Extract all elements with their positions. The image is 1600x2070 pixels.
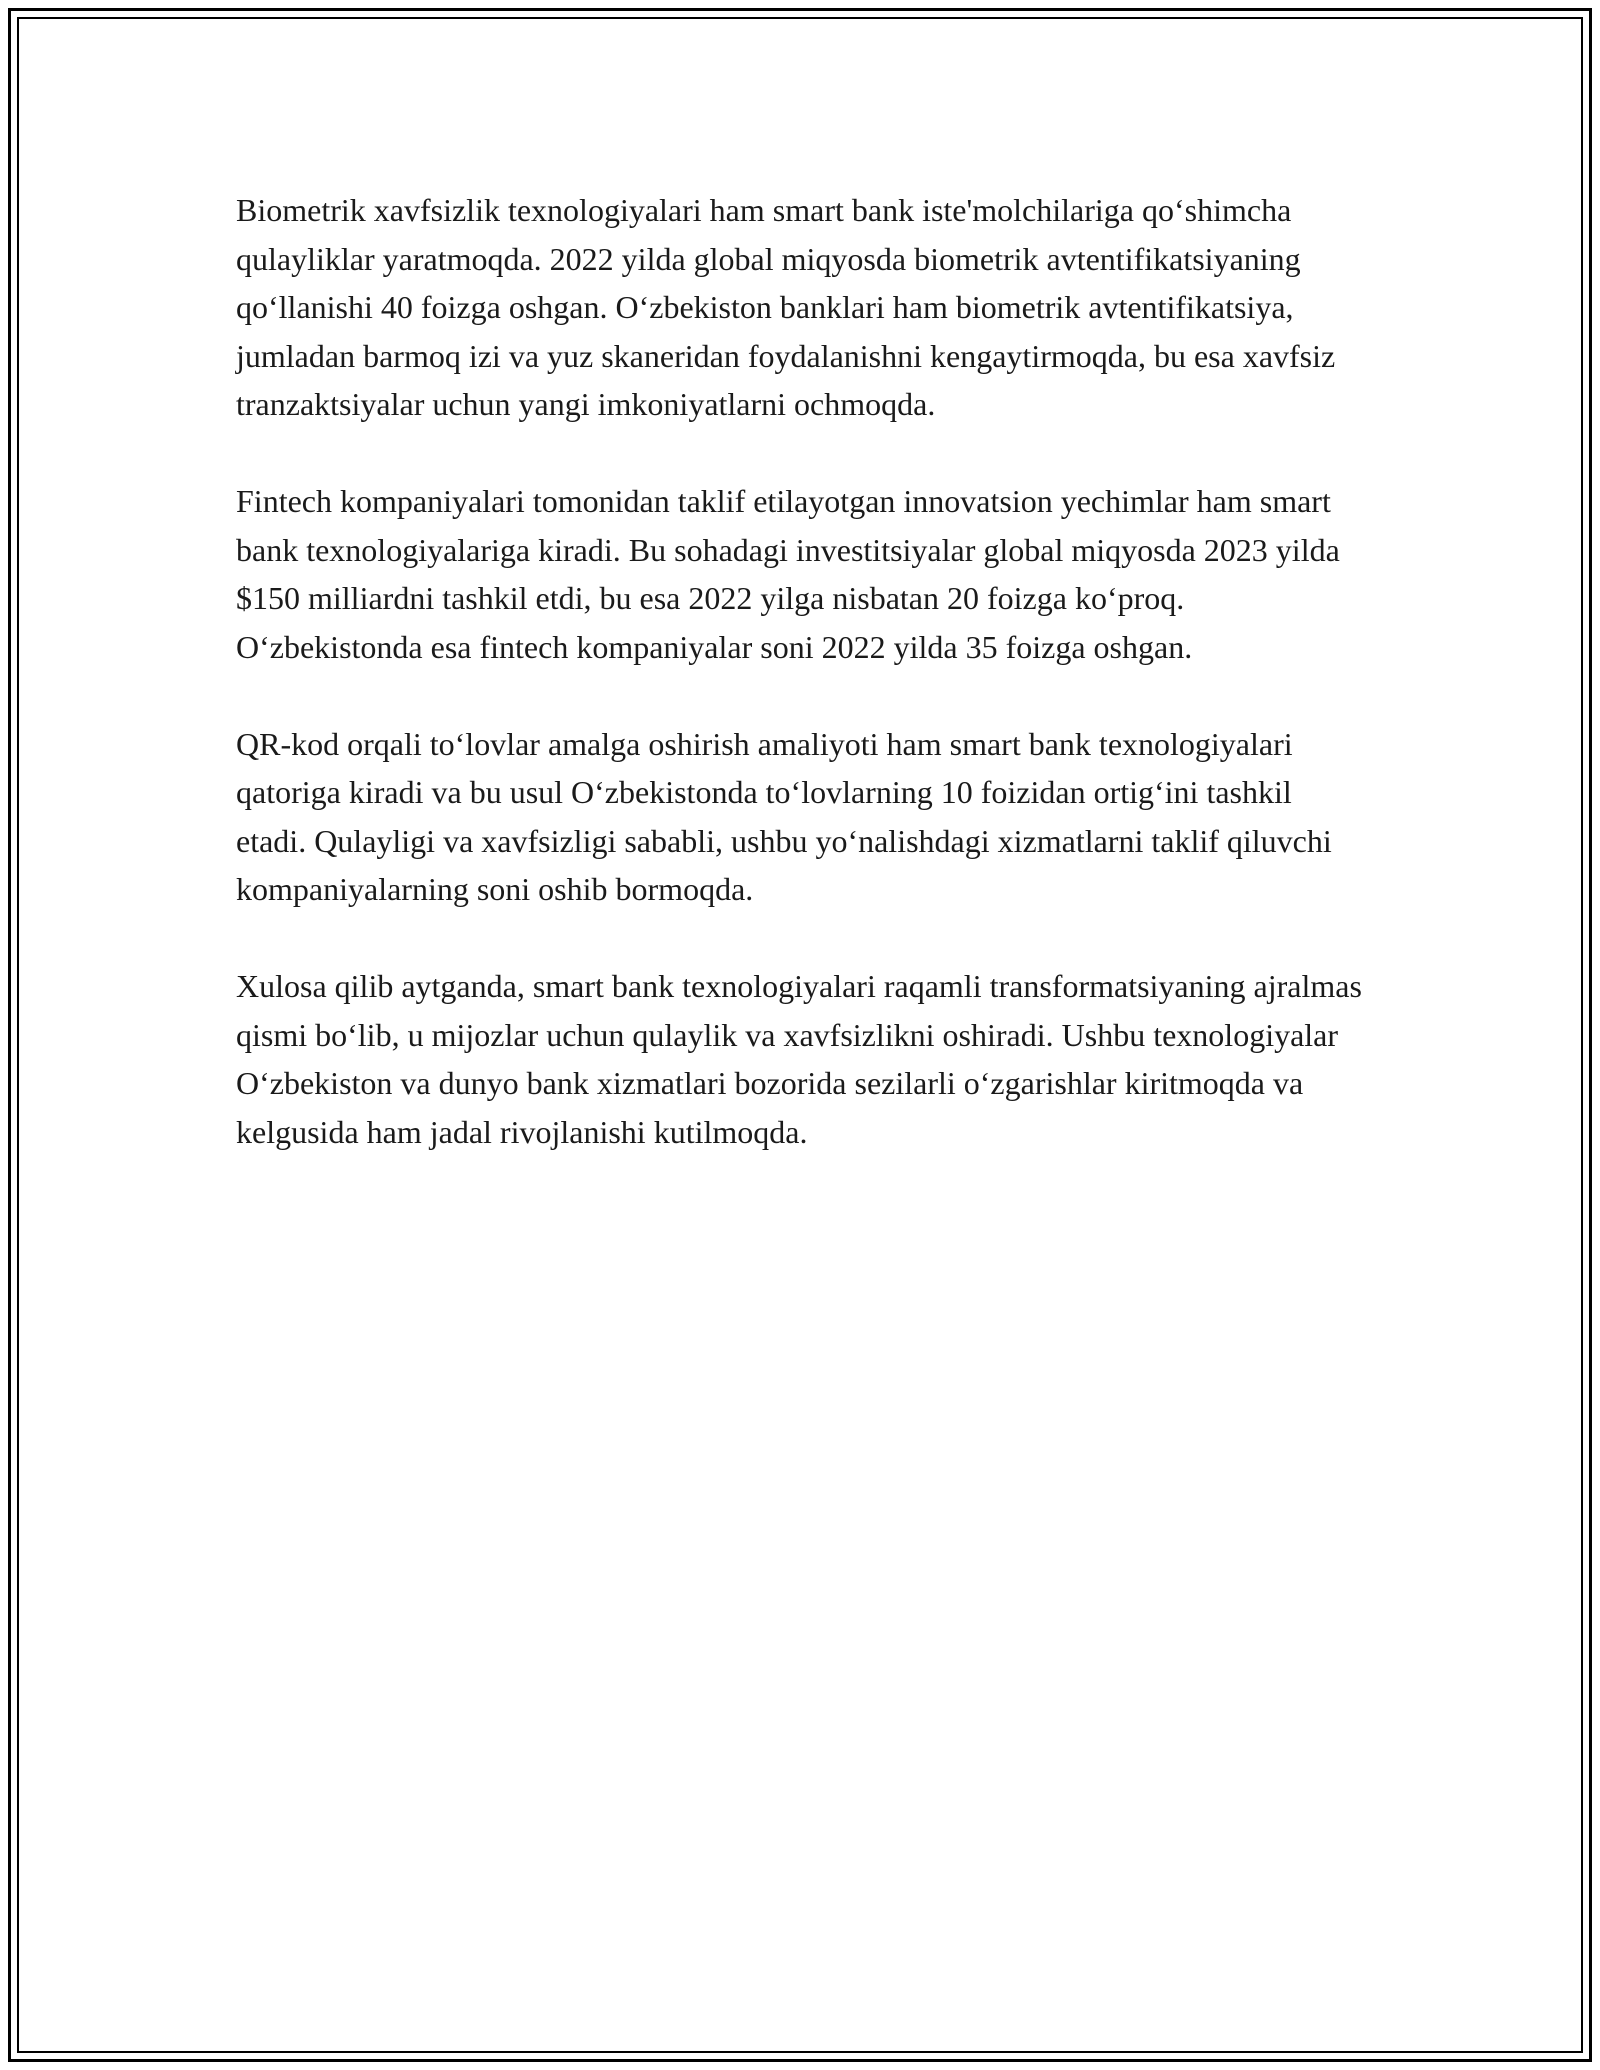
paragraph-fintech-investment: Fintech kompaniyalari tomonidan taklif etilayotgan innovatsion yechimlar ham smart bank texnologiyalariga kiradi. Bu sohadagi investitsiyalar global miqyosda 2023 yilda $150 milliardni tashkil etdi, bu esa 2022 yilga nisbatan 20 foizga ko‘proq. O‘zbekistonda esa fintech kompaniyalar soni 2022 yilda 35 foizga oshgan.	[236, 483, 1340, 665]
paragraph-conclusion: Xulosa qilib aytganda, smart bank texnologiyalari raqamli transformatsiyaning ajralmas qismi bo‘lib, u mijozlar uchun qulaylik va xavfsizlikni oshiradi. Ushbu texnologiyalar O‘zbekiston va dunyo bank xizmatlari bozorida sezilarli o‘zgarishlar kiritmoqda va kelgusida ham jadal rivojlanishi kutilmoqda.	[236, 968, 1362, 1150]
document-body	[236, 186, 1366, 1205]
paragraph-biometric-security: Biometrik xavfsizlik texnologiyalari ham smart bank iste'molchilariga qo‘shimcha qulayliklar yaratmoqda. 2022 yilda global miqyosda biometrik avtentifikatsiyaning qo‘llanishi 40 foizga oshgan. O‘zbekiston banklari ham biometrik avtentifikatsiya, jumladan barmoq izi va yuz skaneridan foydalanishni kengaytirmoqda, bu esa xavfsiz tranzaktsiyalar uchun yangi imkoniyatlarni ochmoqda.	[236, 192, 1336, 422]
paragraph-qr-payments: QR-kod orqali to‘lovlar amalga oshirish amaliyoti ham smart bank texnologiyalari qatoriga kiradi va bu usul O‘zbekistonda to‘lovlarning 10 foizidan ortig‘ini tashkil etadi. Qulayligi va xavfsizligi sababli, ushbu yo‘nalishdagi xizmatlarni taklif qiluvchi kompaniyalarning soni oshib bormoqda.	[236, 725, 1332, 907]
